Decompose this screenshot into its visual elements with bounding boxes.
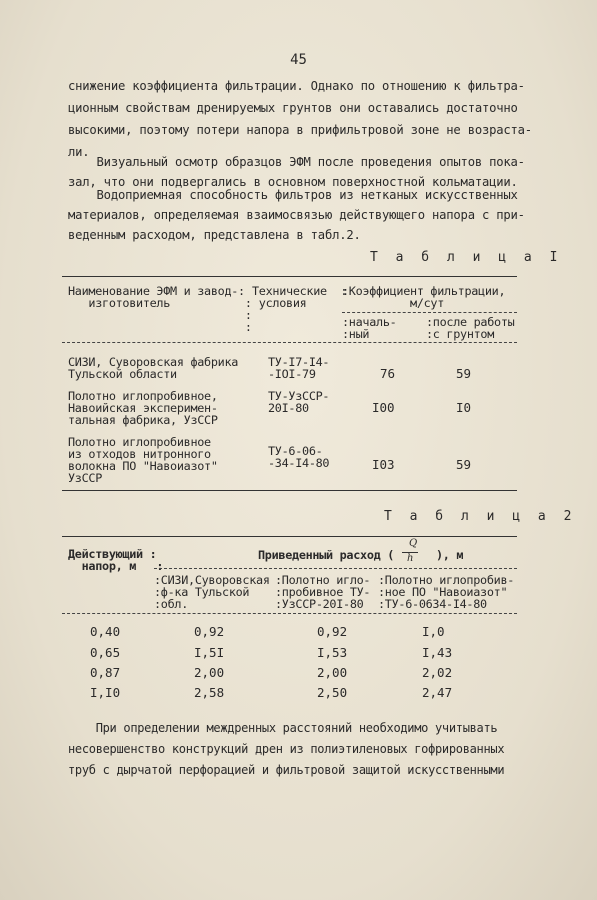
table2-row1-c3: I,0 <box>422 624 445 639</box>
table2-subheader-rule <box>154 568 517 569</box>
table1-row3-name: Полотно иглопробивное из отходов нитронного волокна ПО "Навоиазот" УзССР <box>68 435 218 485</box>
table2-row2-c2: I,53 <box>317 645 348 660</box>
table2-top-rule <box>62 536 517 537</box>
paragraph-line: зал, что они подвергались в основном поверхностной кольматации. <box>68 175 518 189</box>
table1-header-rule <box>62 342 517 343</box>
table1-top-rule <box>62 276 517 277</box>
table2-row4-c1: 2,58 <box>194 685 225 700</box>
table2-fraction-numerator: Q <box>409 538 418 549</box>
paragraph-line: Визуальный осмотр образцов ЭФМ после проведения опытов пока- <box>68 155 525 169</box>
table2-row3-head: 0,87 <box>90 665 121 680</box>
table2-fraction-denominator: h <box>407 553 414 564</box>
table1-header-spec: Технические : условия <box>252 284 348 310</box>
table1-row1-initial: 76 <box>380 366 396 381</box>
table1-header-name: Наименование ЭФМ и завод-: изготовитель : : : <box>68 284 252 334</box>
paragraph-line: материалов, определяемая взаимосвязью действующего напора с при- <box>68 208 525 222</box>
table1-header-initial: :началь- :ный <box>342 315 397 341</box>
table2-caption: Т а б л и ц а 2 <box>384 509 577 524</box>
table1-row3-initial: I03 <box>372 457 395 472</box>
table2-row3-c3: 2,02 <box>422 665 453 680</box>
table2-row2-head: 0,65 <box>90 645 121 660</box>
paragraph-line: При определении междренных расстояний необходимо учитывать <box>68 721 498 735</box>
table2-header-rule <box>62 613 517 614</box>
table1-row3-after: 59 <box>456 457 472 472</box>
paragraph-line: Водоприемная способность фильтров из нетканых искусственных <box>68 188 518 202</box>
table2-row4-c2: 2,50 <box>317 685 348 700</box>
table1-row2-initial: I00 <box>372 400 395 415</box>
table1-row1-after: 59 <box>456 366 472 381</box>
page-number: 45 <box>290 52 307 68</box>
paragraph-line: несовершенство конструкций дрен из полиэтиленовых гофрированных <box>68 742 505 756</box>
table1-subheader-rule <box>342 312 517 313</box>
table1-row1-name: СИЗИ, Суворовская фабрика Тульской области <box>68 355 239 381</box>
table2-header-group: Приведенный расход ( <box>258 548 395 562</box>
table1-caption: Т а б л и ц а I <box>370 250 563 265</box>
table2-header-head: Действующий : напор, м : <box>68 547 164 573</box>
table2-row1-c1: 0,92 <box>194 624 225 639</box>
paragraph-line: снижение коэффициента фильтрации. Однако по отношению к фильтра- <box>68 79 525 93</box>
table1-row1-spec: ТУ-I7-I4- -IOI-79 <box>268 355 330 381</box>
table2-row3-c1: 2,00 <box>194 665 225 680</box>
paragraph-line: ционным свойствам дренируемых грунтов они оставались достаточно <box>68 101 518 115</box>
table1-row2-name: Полотно иглопробивное, Навоийская эксперимен- тальная фабрика, УзССР <box>68 389 218 427</box>
table2-header-sub1: :СИЗИ,Суворовская :ф-ка Тульской :обл. <box>154 573 270 611</box>
paragraph-line: высокими, поэтому потери напора в прифильтровой зоне не возраста- <box>68 123 532 137</box>
table1-bottom-rule <box>62 490 517 491</box>
table1-row2-spec: ТУ-УзССР- 20I-80 <box>268 389 330 415</box>
paragraph-line: труб с дырчатой перфорацией и фильтровой защитой искусственными <box>68 763 505 777</box>
paragraph-line: ли. <box>68 145 90 159</box>
table2-header-group-unit: ), м <box>436 548 464 562</box>
table2-header-sub2: :Полотно игло- :пробивное ТУ- :УзССР-20I-80 <box>275 573 371 611</box>
table2-row2-c3: I,43 <box>422 645 453 660</box>
table2-row4-c3: 2,47 <box>422 685 453 700</box>
table2-row4-head: I,I0 <box>90 685 121 700</box>
table2-row2-c1: I,5I <box>194 645 225 660</box>
paragraph-line: веденным расходом, представлена в табл.2. <box>68 228 361 242</box>
table2-row1-c2: 0,92 <box>317 624 348 639</box>
table1-row3-spec: ТУ-6-06- -34-I4-80 <box>268 444 330 470</box>
table2-row1-head: 0,40 <box>90 624 121 639</box>
table2-row3-c2: 2,00 <box>317 665 348 680</box>
table1-header-coef: :Коэффициент фильтрации, м/сут <box>342 284 506 310</box>
table2-header-sub3: :Полотно иглопробив- :ное ПО "Навоиазот" :ТУ-6-0634-I4-80 <box>378 573 515 611</box>
table1-row2-after: I0 <box>456 400 472 415</box>
table1-header-after: :после работы :с грунтом <box>426 315 515 341</box>
